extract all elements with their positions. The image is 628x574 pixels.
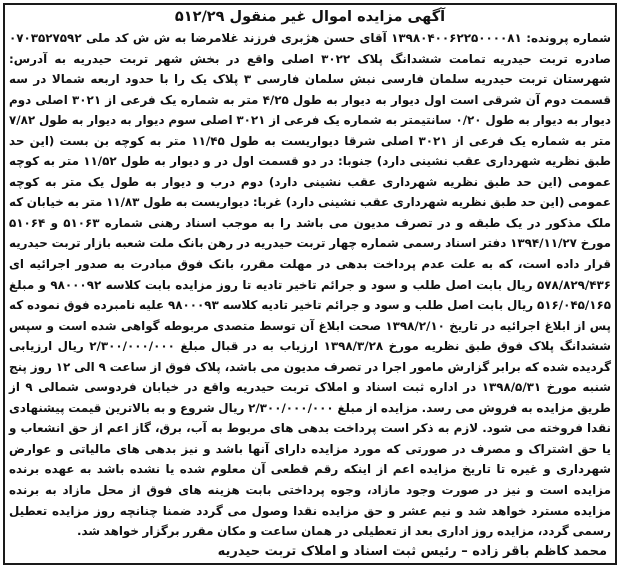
notice-title: آگهی مزایده اموال غیر منقول ۵۱۲/۲۹ <box>174 9 446 25</box>
notice-body: شماره پرونده: ۱۳۹۸۰۴۰۰۶۲۲۵۰۰۰۰۸۱ آقای حسن هژبری فرزند غلامرضا به ش ش کد ملی ۰۷۰۳۵۲۷۵۹۲ صادره تربت حیدریه تمامت ششدانگ پلاک ۳۰۲۲ اصلی واقع در بخش شهر تربت حیدریه به آدرس: شهرستان تربت حیدریه سلمان فارسی نبش سلمان فارسی ۳ پلاک یک را با حدود اربعه شمالا در سه قسمت دوم آن شرقی است اول دیوار به دیوار به طول ۴/۲۵ متر به شماره یک فرعی از ۳۰۲۱ اصلی دوم دیوار به دیوار به طول ۰/۲۰ سانتیمتر به شماره یک فرعی از ۳۰۲۱ اصلی سوم دیوار به دیوار به طول ۷/۸۲ متر به شماره یک فرعی از ۳۰۲۱ اصلی شرقا دیواریست به طول ۱۱/۴۵ متر به کوچه بن بست (این حد طبق نظریه شهرداری عقب نشینی دارد) جنوبا: در دو قسمت اول در و دیوار به طول ۱۱/۵۲ متر به کوچه عمومی (این حد طبق نظریه شهرداری عقب نشینی دارد) دوم درب و دیوار به طول یک متر به کوچه عمومی (این حد طبق نظریه شهرداری عقب نشینی دارد) غربا: دیواریست به طول ۱۱/۸۳ متر به خیابان که ملک مذکور در یک طبقه و در تصرف مدیون می باشد را به موجب اسناد رهنی شماره ۵۱۰۶۳ و ۵۱۰۶۴ مورخ ۱۳۹۴/۱۱/۲۷ دفتر اسناد رسمی شماره چهار تربت حیدریه در رهن بانک ملت شعبه بازار تربت حیدریه قرار داده است، که به علت عدم پرداخت بدهی در مهلت مقرر، بانک فوق مبادرت به صدور اجرائیه ای ۵۷۸/۸۲۹/۴۳۶ ریال بابت اصل طلب و سود و جرائم تاخیر تادیه تا روز مزایده بابت کلاسه ۹۸۰۰۰۹۲ و مبلغ ۵۱۶/۰۴۵/۱۶۵ ریال بابت اصل طلب و سود و جرائم تاخیر تادیه کلاسه ۹۸۰۰۰۹۳ علیه نامبرده فوق نموده که پس از ابلاغ اجرائیه در تاریخ ۱۳۹۸/۲/۱۰ صحت ابلاغ آن توسط متصدی مربوطه گواهی شده است و سپس ششدانگ پلاک فوق طبق نظریه مورخ ۱۳۹۸/۳/۲۸ ارزیاب به در قبال مبلغ ۲/۳۰۰/۰۰۰/۰۰۰ ریال ارزیابی گردیده شده که برابر گزارش مامور اجرا در تصرف مدیون می باشد، پلاک فوق از ساعت ۹ الی ۱۲ روز پنج شنبه مورخ ۱۳۹۸/۵/۳۱ در اداره ثبت اسناد و املاک تربت حیدریه واقع در خیابان فردوسی شمالی ۹ از طریق مزایده به فروش می رسد. مزایده از مبلغ ۲/۳۰۰/۰۰۰/۰۰۰ ریال شروع و به بالاترین قیمت پیشنهادی نقدا فروخته می شود. لازم به ذکر است پرداخت بدهی های مربوط به آب، برق، گاز اعم از حق انشعاب و یا حق اشتراک و مصرف در صورتی که مورد مزایده دارای آنها باشد و نیز بدهی های مالیاتی و عوارض شهرداری و غیره تا تاریخ مزایده اعم از اینکه رقم قطعی آن معلوم شده یا نشده باشد به عهده برنده مزایده است و نیز در صورت وجود مازاد، وجوه پرداختی بابت هزینه های فوق از محل مازاد به برنده مزایده مسترد خواهد شد و نیم عشر و حق مزایده نقدا وصول می گردد ضمنا چنانچه روز مزایده تعطیل رسمی گردد، مزایده روز اداری بعد از تعطیلی در همان ساعت و مکان مقرر برگزار خواهد شد. <box>9 31 612 539</box>
notice-signature: محمد کاظم باقر زاده – رئیس ثبت اسناد و املاک تربت حیدریه <box>217 543 607 559</box>
auction-notice <box>3 3 617 565</box>
